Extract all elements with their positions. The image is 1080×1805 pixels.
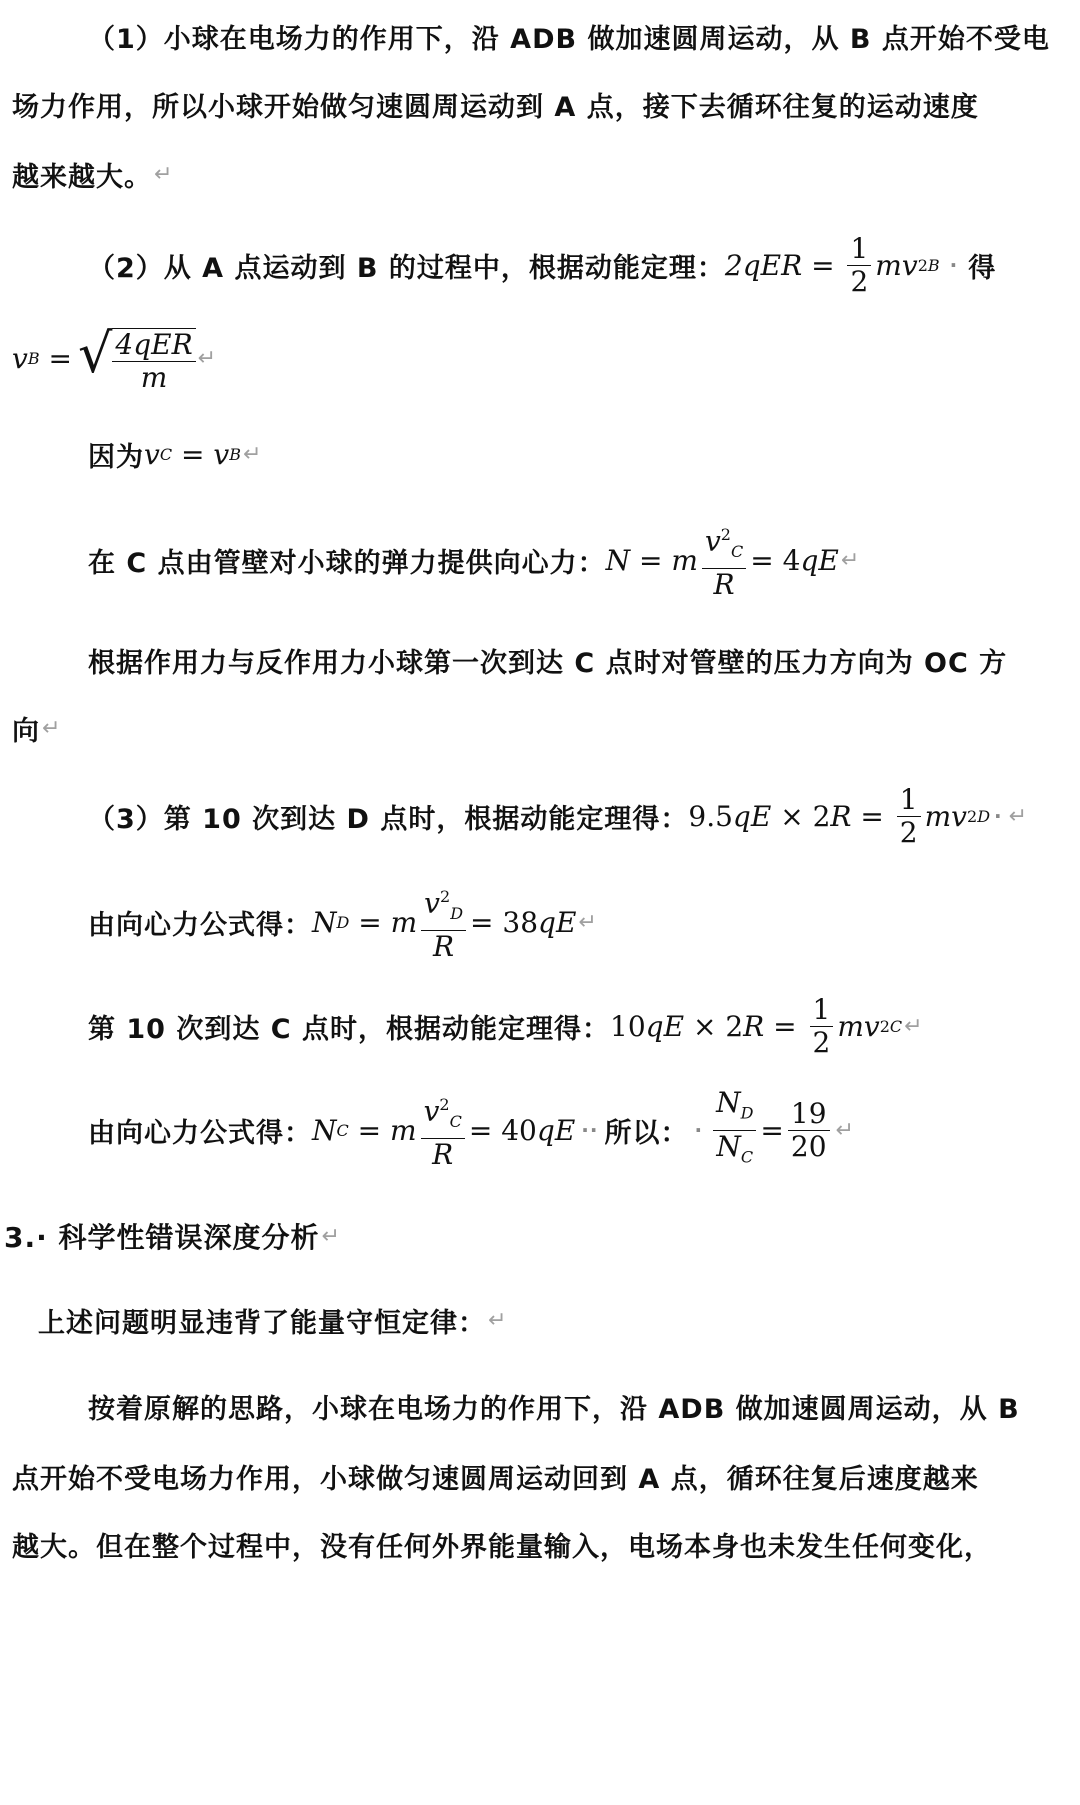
normal-force-d-equation: N D = m $\frac{v^2_D}{R}$ = 38 q E (312, 881, 576, 963)
return-mark-icon: ↵ (840, 547, 861, 573)
return-mark-icon: ↵ (154, 161, 174, 187)
normal-force-c-equation: N = m $\frac{v^2_C}{R}$ = 4 q E (606, 519, 839, 601)
section-intro: 上述问题明显违背了能量守恒定律： ↵ (38, 1307, 508, 1339)
vc-equals-vb: v C = v B (144, 437, 241, 471)
because-line: 因为 v C = v B ↵ (88, 437, 263, 473)
return-mark-icon: ↵ (904, 1013, 924, 1039)
return-mark-icon: ↵ (42, 715, 62, 741)
energy-equation-d: 9.5 q E × 2 R = $\frac{1}{2}$ m v 2 D (688, 782, 991, 849)
return-mark-icon: ↵ (488, 1307, 508, 1333)
force-ratio-equation: $\frac{N_D}{N_C}$ = $\frac{19}{20}$ (709, 1087, 833, 1173)
energy-equation-c: 10 q E × 2 R = $\frac{1}{2}$ m v 2 C (610, 992, 903, 1059)
section-body-line3: 越大。但在整个过程中，没有任何外界能量输入，电场本身也未发生任何变化， (12, 1531, 992, 1563)
p3-line1: （3）第 10 次到达 D 点时，根据动能定理得： 9.5 q E × 2 R = $\frac{1}{2}$ m v 2 D · ↵ (88, 782, 1029, 849)
p2-reaction-line1: 根据作用力与反作用力小球第一次到达 C 点时对管壁的压力方向为 OC 方 (88, 647, 1008, 679)
section-body-line2: 点开始不受电场力作用，小球做匀速圆周运动回到 A 点，循环往复后速度越来 (12, 1463, 979, 1495)
return-mark-icon: ↵ (321, 1223, 341, 1249)
p3-line3: 第 10 次到达 C 点时，根据动能定理得： 10 q E × 2 R = $\frac{1}{2}$ m v 2 C ↵ (88, 992, 924, 1059)
p3-line2: 由向心力公式得： N D = m $\frac{v^2_D}{R}$ = 38 q E ↵ (0, 882, 1080, 962)
return-mark-icon: ↵ (835, 1117, 855, 1143)
p3-line4: 由向心力公式得： N C = m $\frac{v^2_C}{R}$ = 40 q E ·· 所以： · $\frac{N_D}{N_C}$ = $\frac{19}{20}$ ↵ (0, 1090, 1080, 1170)
p1-line3: 越来越大。 ↵ (12, 161, 174, 193)
vb-result: v B = √ $\frac{\text{4qER}}{m}$ ↵ (12, 322, 218, 394)
return-mark-icon: ↵ (242, 441, 263, 467)
return-mark-icon: ↵ (1008, 803, 1029, 829)
c-force-line: 在 C 点由管壁对小球的弹力提供向心力： N = m $\frac{v^2_C}{R}$ = 4 q E ↵ (0, 520, 1080, 600)
return-mark-icon: ↵ (578, 909, 598, 935)
p1-line2: 场力作用，所以小球开始做匀速圆周运动到 A 点，接下去循环往复的运动速度 (12, 91, 979, 123)
normal-force-c10-equation: N C = m $\frac{v^2_C}{R}$ = 40 q E (312, 1089, 575, 1171)
return-mark-icon: ↵ (197, 345, 218, 371)
energy-equation-ab: 2 q E R = $\frac{1}{2}$ m v 2 B (724, 231, 940, 298)
section-body-line1: 按着原解的思路，小球在电场力的作用下，沿 ADB 做加速圆周运动，从 B (88, 1393, 1020, 1425)
p1-line1: （1）小球在电场力的作用下，沿 ADB 做加速圆周运动，从 B 点开始不受电 (88, 23, 1050, 55)
p2-line1: （2）从 A 点运动到 B 的过程中，根据动能定理： 2 q E R = $\frac{1}{2}$ m v 2 B · 得 (88, 231, 997, 298)
p2-reaction-line2: 向 ↵ (12, 715, 62, 747)
section-heading: 3.· 科学性错误深度分析 ↵ (4, 1221, 341, 1254)
